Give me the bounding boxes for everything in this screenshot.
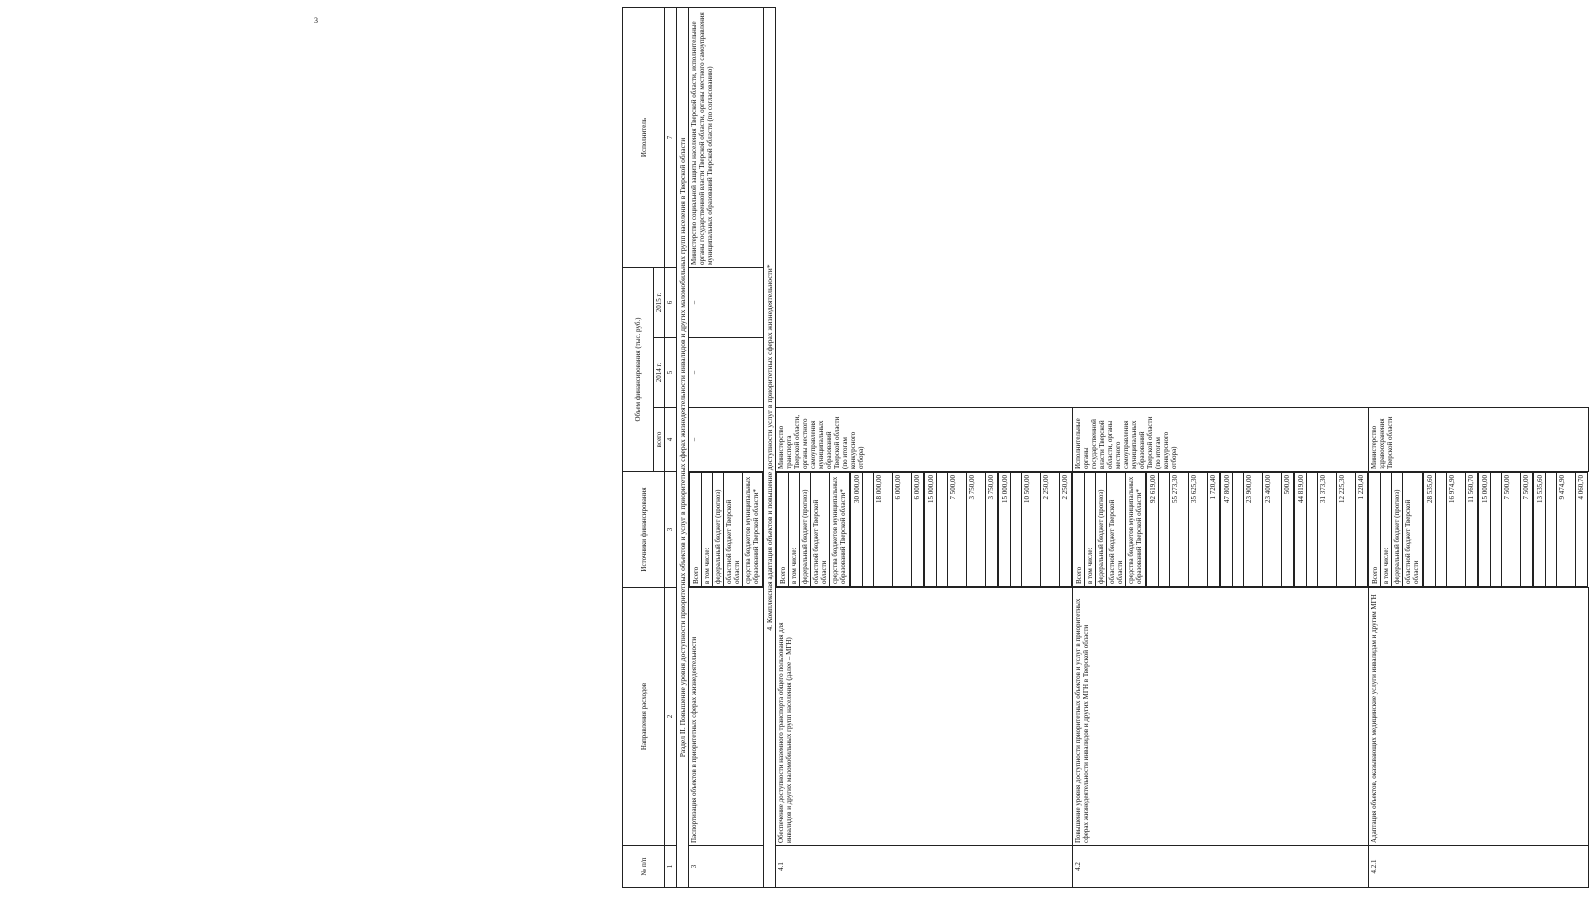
row-executor: Министерство транспорта Тверской области, органы местного самоуправления муниципальных образований Тверской области (по итогам конкурсного отбора) [776,408,1073,472]
value-cell: 3 750,00 [985,472,996,586]
row-2014 [1478,472,1533,587]
row-total [1146,472,1220,587]
row-2015 [1533,472,1588,587]
source-cell: областной бюджет Тверской области [810,472,829,586]
value-cell: 92 619,00 [1149,475,1157,503]
value-cell [1545,472,1556,586]
source-cell: средства бюджетов муниципальных образований Тверской области* [742,472,761,586]
source-cell: в том числе: [1084,472,1095,586]
header-total: всего [654,408,665,472]
column-number-row [665,8,677,888]
source-cell: Всего [1075,566,1083,584]
section-title: 4. Комплексная адаптация объектов и повышение доступности услуг в приоритетных сферах жизнедеятельности* [764,8,776,888]
value-cell: 13 535,60 [1536,475,1544,503]
value-cell: 10 500,00 [1021,472,1040,586]
value-cell [862,472,873,586]
row-direction: Адаптация объектов, оказывающих медицинские услуги инвалидам и другим МГН [1368,588,1588,846]
header-2015: 2015 г. [654,268,665,338]
source-cell: средства бюджетов муниципальных образований Тверской области* [829,472,848,586]
source-cell: федеральный бюджет (прогноз) [799,472,810,586]
value-cell: 7 500,00 [1520,472,1531,586]
row-2015 [1294,472,1368,587]
table-row [776,8,1073,888]
row-sources [1368,472,1423,587]
row-total [1423,472,1478,587]
header-sources: Источники финансирования [623,472,665,588]
rotated-table-sheet [622,8,1585,888]
value-cell: 12 225,30 [1336,472,1355,586]
value-cell [1232,472,1243,586]
value-cell: 30 000,00 [853,475,861,503]
row-2015 [998,472,1072,587]
value-cell [1435,472,1446,586]
value-cell: 44 819,00 [1297,475,1305,503]
header-2014: 2014 г. [654,338,665,408]
value-cell: 31 373,30 [1317,472,1336,586]
value-cell: 18 000,00 [873,472,892,586]
value-cell: 16 974,90 [1446,472,1465,586]
value-cell: 23 400,00 [1262,472,1281,586]
value-cell [936,472,947,586]
value-cell: 55 273,30 [1169,472,1188,586]
column-number: 7 [665,8,677,268]
value-cell: 6 000,00 [892,472,911,586]
row-direction: Паспортизация объектов в приоритетных сферах жизнедеятельности [689,588,764,846]
source-cell: областной бюджет Тверской области [1106,472,1125,586]
financing-table [622,7,1589,888]
header-volume: Объем финансирования (тыс. руб.) [623,268,654,472]
row-direction: Обеспечение доступности наземного транспорта общего пользования для инвалидов и других маломобильных групп населения (далее – МГН) [776,588,1073,846]
source-cell: в том числе: [701,472,712,586]
header-num: № п/п [623,846,665,888]
source-cell: федеральный бюджет (прогноз) [1095,472,1106,586]
value-cell: 6 000,00 [911,472,922,586]
value-cell: 28 535,60 [1426,475,1434,503]
value-cell [1010,472,1021,586]
source-cell: Всего [1371,566,1379,584]
row-direction: Повышение уровня доступности приоритетных объектов и услуг в приоритетных сферах жизнедеятельности инвалидов и других МГН в Тверской области [1072,588,1368,846]
row-executor: Министерство здравоохранения Тверской области [1368,408,1588,472]
value-cell: 11 560,70 [1465,472,1476,586]
header-directions: Направления расходов [623,588,665,846]
column-number: 1 [665,846,677,888]
value-cell: 2 250,00 [1040,472,1059,586]
column-number: 6 [665,268,677,338]
table-row [689,8,764,888]
section-title: Раздел II. Повышение уровня доступности приоритетных объектов и услуг в приоритетных сферах жизнедеятельности инвалидов и других маломобильных групп населения в Тверской области [677,8,689,888]
row-2014 [924,472,998,587]
value-cell: 7 500,00 [947,472,966,586]
source-cell: Всего [692,566,700,584]
row-num: 4.1 [776,846,1073,888]
table-row [1072,8,1368,888]
value-cell: 15 000,00 [1001,475,1009,503]
row-total: – [689,408,764,472]
value-cell: 35 625,30 [1188,472,1207,586]
value-cell: 9 474,90 [1556,472,1575,586]
row-executor: Министерство социальной защиты населения Тверской области, исполнительные органы государственной власти Тверской области, органы местного самоуправления муниципальных образований Тверской области (по согласованию) [689,8,764,268]
source-cell: областной бюджет Тверской области [723,472,742,586]
source-cell: в том числе: [1380,472,1391,586]
source-cell: федеральный бюджет (прогноз) [712,472,723,586]
column-number: 5 [665,338,677,408]
source-cell: областной бюджет Тверской области [1402,472,1421,586]
row-2015: – [689,268,764,338]
column-number: 2 [665,588,677,846]
value-cell [1490,472,1501,586]
value-cell: 2 250,00 [1059,472,1070,586]
value-cell [1158,472,1169,586]
row-num: 4.2 [1072,846,1368,888]
row-2014: – [689,338,764,408]
source-cell: Всего [779,566,787,584]
row-num: 4.2.1 [1368,846,1588,888]
value-cell: 1 720,40 [1207,472,1218,586]
value-cell: 3 750,00 [966,472,985,586]
value-cell: 500,00 [1281,472,1292,586]
header-executor: Исполнитель [623,8,665,268]
row-executor: Исполнительные органы государственной власти Тверской области, органы местного самоуправления муниципальных образований Тверской области (по итогам конкурсного отбора) [1072,408,1368,472]
source-cell: средства бюджетов муниципальных образований Тверской области* [1125,472,1144,586]
row-num: 3 [689,846,764,888]
row-total [850,472,924,587]
value-cell: 7 500,00 [1501,472,1520,586]
value-cell: 1 220,40 [1355,472,1366,586]
row-sources [689,472,763,587]
source-cell: в том числе: [788,472,799,586]
value-cell: 4 060,70 [1575,472,1586,586]
row-sources [1072,472,1146,587]
column-number: 4 [665,408,677,472]
value-cell: 15 000,00 [927,475,935,503]
source-cell: федеральный бюджет (прогноз) [1391,472,1402,586]
row-sources [776,472,850,587]
row-2014 [1220,472,1294,587]
page-number: 3 [314,16,318,25]
value-cell: 47 800,00 [1223,475,1231,503]
value-cell: 23 900,00 [1243,472,1262,586]
column-number: 3 [665,472,677,588]
value-cell [1306,472,1317,586]
value-cell: 15 000,00 [1481,475,1489,503]
table-row [1368,8,1588,888]
